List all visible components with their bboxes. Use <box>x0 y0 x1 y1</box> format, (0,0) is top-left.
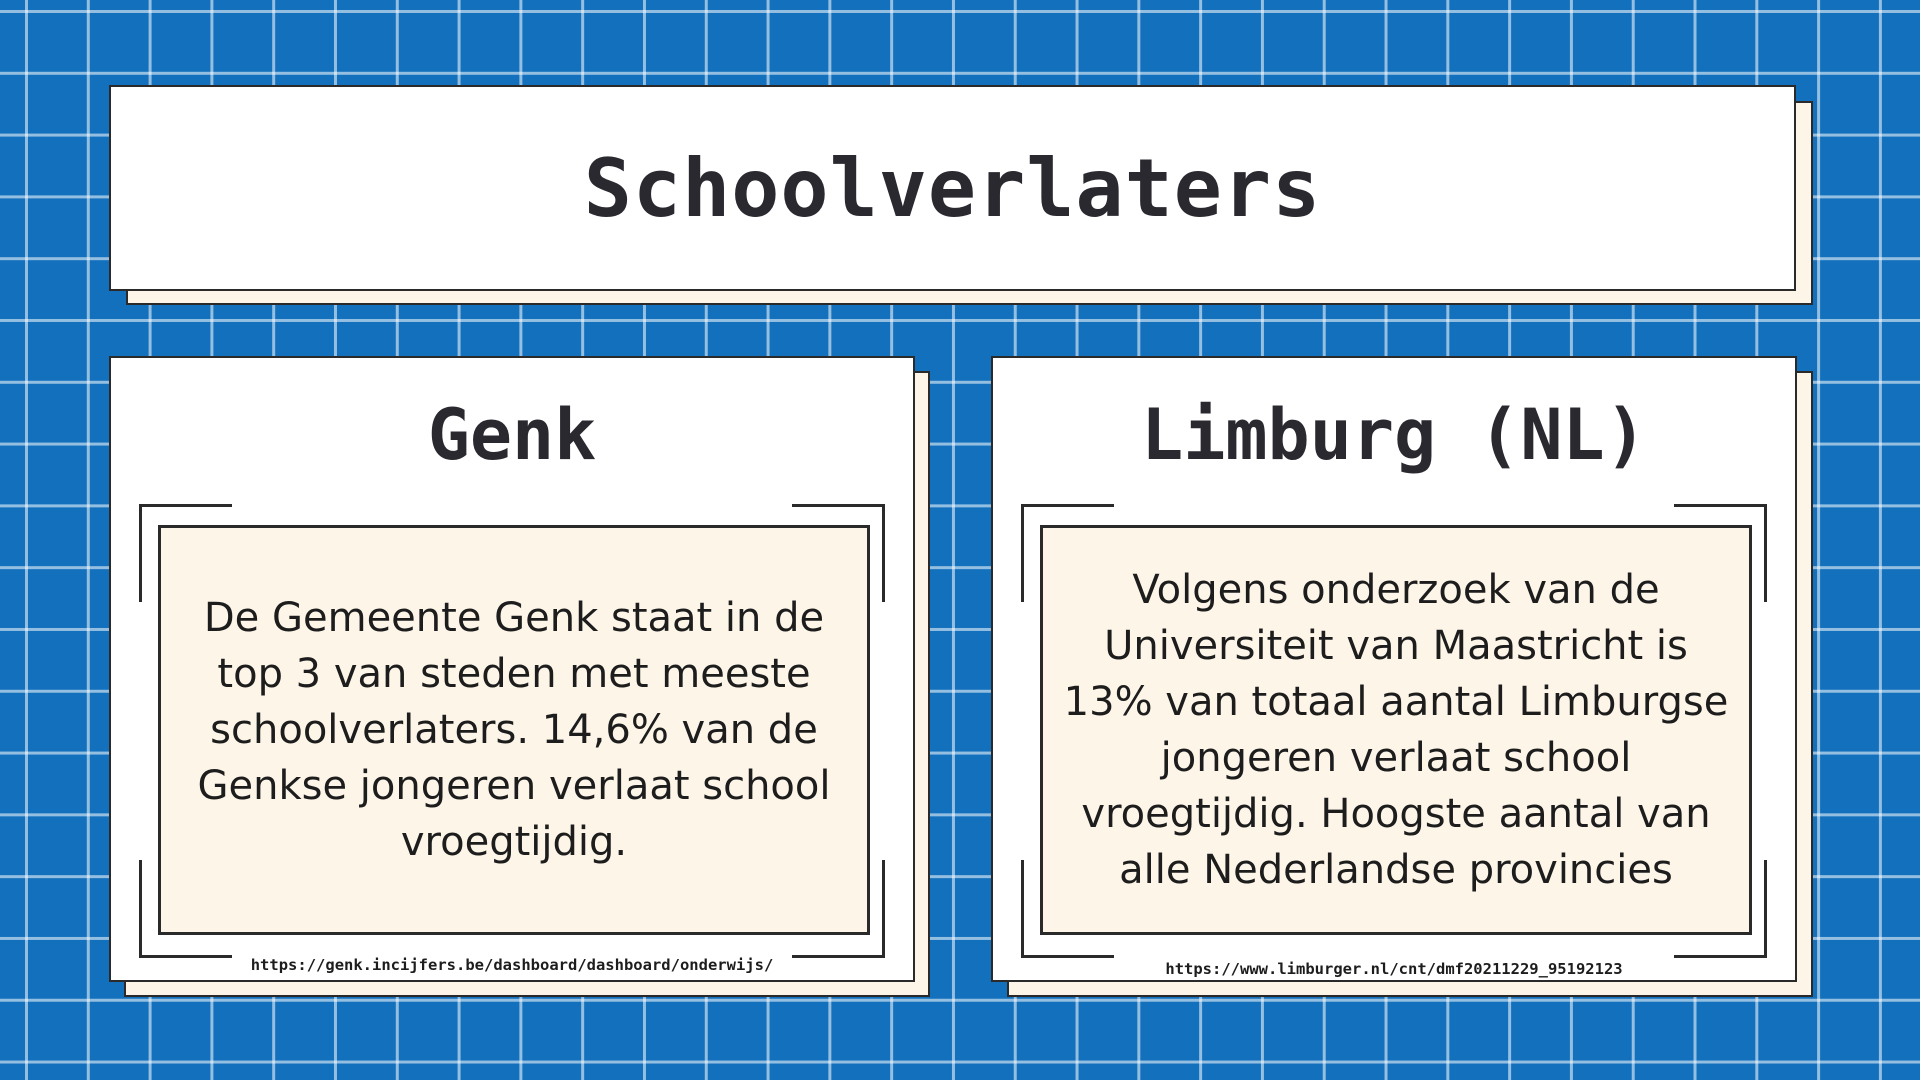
limburg-card <box>991 356 1797 982</box>
page-title: Schoolverlaters <box>583 141 1322 235</box>
limburg-body-text: Volgens onderzoek van de Universiteit van Maastricht is 13% van totaal aantal Limburgse jongeren verlaat school vroegtijdig. Hoogste aantal van alle Nederlandse provincies <box>1063 567 1729 893</box>
genk-source-link[interactable]: https://genk.incijfers.be/dashboard/dashboard/onderwijs/ <box>250 956 774 974</box>
limburg-source-link[interactable]: https://www.limburger.nl/cnt/dmf20211229_95192123 <box>1165 960 1623 978</box>
limburg-text-box <box>1040 525 1752 935</box>
genk-body-text: De Gemeente Genk staat in de top 3 van steden met meeste schoolverlaters. 14,6% van de Genkse jongeren verlaat school vroegtijdig. <box>197 595 831 865</box>
limburg-heading: Limburg (NL) <box>1141 394 1647 476</box>
title-panel <box>109 85 1796 291</box>
genk-card <box>109 356 915 982</box>
genk-text-box <box>158 525 870 935</box>
genk-heading: Genk <box>427 394 597 476</box>
